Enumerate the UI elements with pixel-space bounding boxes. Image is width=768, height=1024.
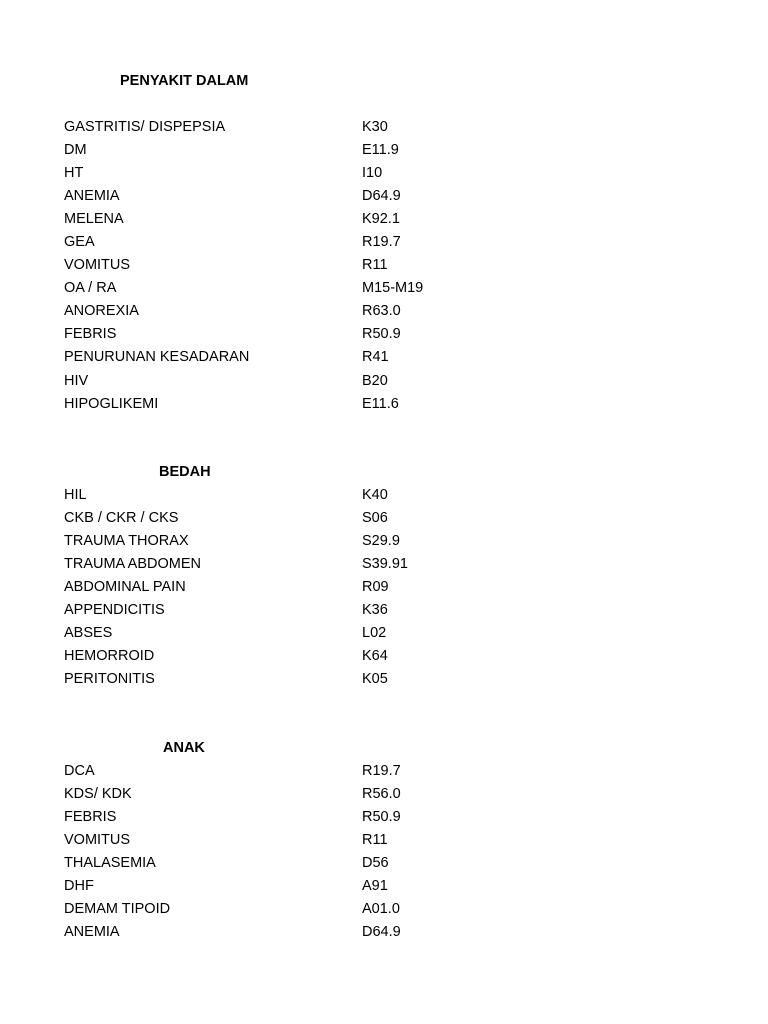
diagnosis-row bbox=[64, 576, 544, 599]
icd-code: S29.9 bbox=[362, 533, 400, 550]
diagnosis-name: VOMITUS bbox=[64, 832, 131, 849]
icd-code: R63.0 bbox=[362, 303, 401, 320]
diagnosis-row bbox=[64, 530, 544, 553]
diagnosis-row bbox=[64, 806, 544, 829]
diagnosis-name: HT bbox=[64, 165, 84, 182]
icd-code: R50.9 bbox=[362, 809, 401, 826]
icd-code: R11 bbox=[362, 832, 388, 849]
diagnosis-name: KDS/ KDK bbox=[64, 786, 132, 803]
diagnosis-name: THALASEMIA bbox=[64, 855, 156, 872]
diagnosis-row bbox=[64, 898, 544, 921]
diagnosis-row bbox=[64, 921, 544, 944]
diagnosis-list bbox=[64, 484, 544, 691]
diagnosis-name: GASTRITIS/ DISPEPSIA bbox=[64, 119, 226, 135]
diagnosis-name: HIV bbox=[64, 372, 89, 389]
icd-code: R09 bbox=[362, 579, 389, 596]
diagnosis-name: APPENDICITIS bbox=[64, 602, 165, 619]
section-penyakit-dalam bbox=[64, 70, 544, 416]
diagnosis-row bbox=[64, 645, 544, 668]
diagnosis-name: ANEMIA bbox=[64, 188, 120, 205]
icd-code: B20 bbox=[362, 372, 388, 389]
diagnosis-row bbox=[64, 484, 544, 507]
diagnosis-name: PENURUNAN KESADARAN bbox=[64, 349, 250, 366]
section-bedah bbox=[64, 461, 544, 691]
diagnosis-row bbox=[64, 599, 544, 622]
diagnosis-name: DCA bbox=[64, 763, 95, 779]
diagnosis-row bbox=[64, 323, 544, 346]
icd-code: S39.91 bbox=[362, 556, 408, 573]
diagnosis-row bbox=[64, 668, 544, 691]
diagnosis-row bbox=[64, 300, 544, 323]
diagnosis-name: PERITONITIS bbox=[64, 671, 155, 688]
icd-code: A01.0 bbox=[362, 901, 400, 918]
diagnosis-row bbox=[64, 622, 544, 645]
diagnosis-name: ABSES bbox=[64, 625, 113, 642]
diagnosis-name: ANEMIA bbox=[64, 924, 120, 941]
diagnosis-name: FEBRIS bbox=[64, 809, 117, 826]
diagnosis-row bbox=[64, 783, 544, 806]
icd-code: R56.0 bbox=[362, 786, 401, 803]
icd-code: R19.7 bbox=[362, 763, 401, 779]
diagnosis-row bbox=[64, 254, 544, 277]
diagnosis-list bbox=[64, 760, 544, 944]
diagnosis-name: DM bbox=[64, 142, 87, 159]
icd-code: E11.9 bbox=[362, 142, 399, 159]
diagnosis-row bbox=[64, 208, 544, 231]
diagnosis-name: ANOREXIA bbox=[64, 303, 139, 320]
icd-code: R19.7 bbox=[362, 234, 401, 251]
icd-code: K92.1 bbox=[362, 211, 400, 228]
diagnosis-row bbox=[64, 116, 544, 139]
diagnosis-name: HIL bbox=[64, 487, 87, 503]
diagnosis-name: TRAUMA ABDOMEN bbox=[64, 556, 201, 573]
diagnosis-name: HEMORROID bbox=[64, 648, 155, 665]
diagnosis-name: VOMITUS bbox=[64, 257, 131, 274]
icd-code: D56 bbox=[362, 855, 389, 872]
diagnosis-name: DHF bbox=[64, 878, 94, 895]
icd-code: K40 bbox=[362, 487, 388, 503]
icd-code: K30 bbox=[362, 119, 388, 135]
diagnosis-name: FEBRIS bbox=[64, 326, 117, 343]
diagnosis-row bbox=[64, 277, 544, 300]
diagnosis-name: GEA bbox=[64, 234, 95, 251]
diagnosis-row bbox=[64, 162, 544, 185]
diagnosis-row bbox=[64, 370, 544, 393]
icd-code: R41 bbox=[362, 349, 389, 366]
diagnosis-row bbox=[64, 185, 544, 208]
diagnosis-row bbox=[64, 852, 544, 875]
diagnosis-name: ABDOMINAL PAIN bbox=[64, 579, 186, 596]
diagnosis-row bbox=[64, 346, 544, 369]
icd-code: D64.9 bbox=[362, 188, 401, 205]
diagnosis-name: DEMAM TIPOID bbox=[64, 901, 171, 918]
section-title: BEDAH bbox=[159, 464, 211, 480]
diagnosis-name: OA / RA bbox=[64, 280, 117, 297]
diagnosis-row bbox=[64, 829, 544, 852]
diagnosis-row bbox=[64, 231, 544, 254]
icd-code: R50.9 bbox=[362, 326, 401, 343]
icd-code: L02 bbox=[362, 625, 387, 642]
icd-code: M15-M19 bbox=[362, 280, 424, 297]
icd-code: S06 bbox=[362, 510, 388, 527]
diagnosis-name: MELENA bbox=[64, 211, 124, 228]
icd-code: A91 bbox=[362, 878, 388, 895]
diagnosis-row bbox=[64, 507, 544, 530]
diagnosis-row bbox=[64, 139, 544, 162]
icd-code: R11 bbox=[362, 257, 388, 274]
section-title: PENYAKIT DALAM bbox=[120, 73, 249, 89]
diagnosis-name: HIPOGLIKEMI bbox=[64, 395, 159, 412]
diagnosis-row bbox=[64, 393, 544, 416]
diagnosis-list bbox=[64, 116, 544, 416]
icd-code: K64 bbox=[362, 648, 388, 665]
icd-code: D64.9 bbox=[362, 924, 401, 941]
section-anak bbox=[64, 737, 544, 944]
diagnosis-name: TRAUMA THORAX bbox=[64, 533, 189, 550]
icd-code: K36 bbox=[362, 602, 388, 619]
diagnosis-row bbox=[64, 553, 544, 576]
icd-code: K05 bbox=[362, 671, 388, 688]
icd-code: E11.6 bbox=[362, 395, 399, 412]
diagnosis-name: CKB / CKR / CKS bbox=[64, 510, 179, 527]
icd-code: I10 bbox=[362, 165, 383, 182]
diagnosis-row bbox=[64, 760, 544, 783]
diagnosis-row bbox=[64, 875, 544, 898]
section-title: ANAK bbox=[163, 740, 205, 756]
